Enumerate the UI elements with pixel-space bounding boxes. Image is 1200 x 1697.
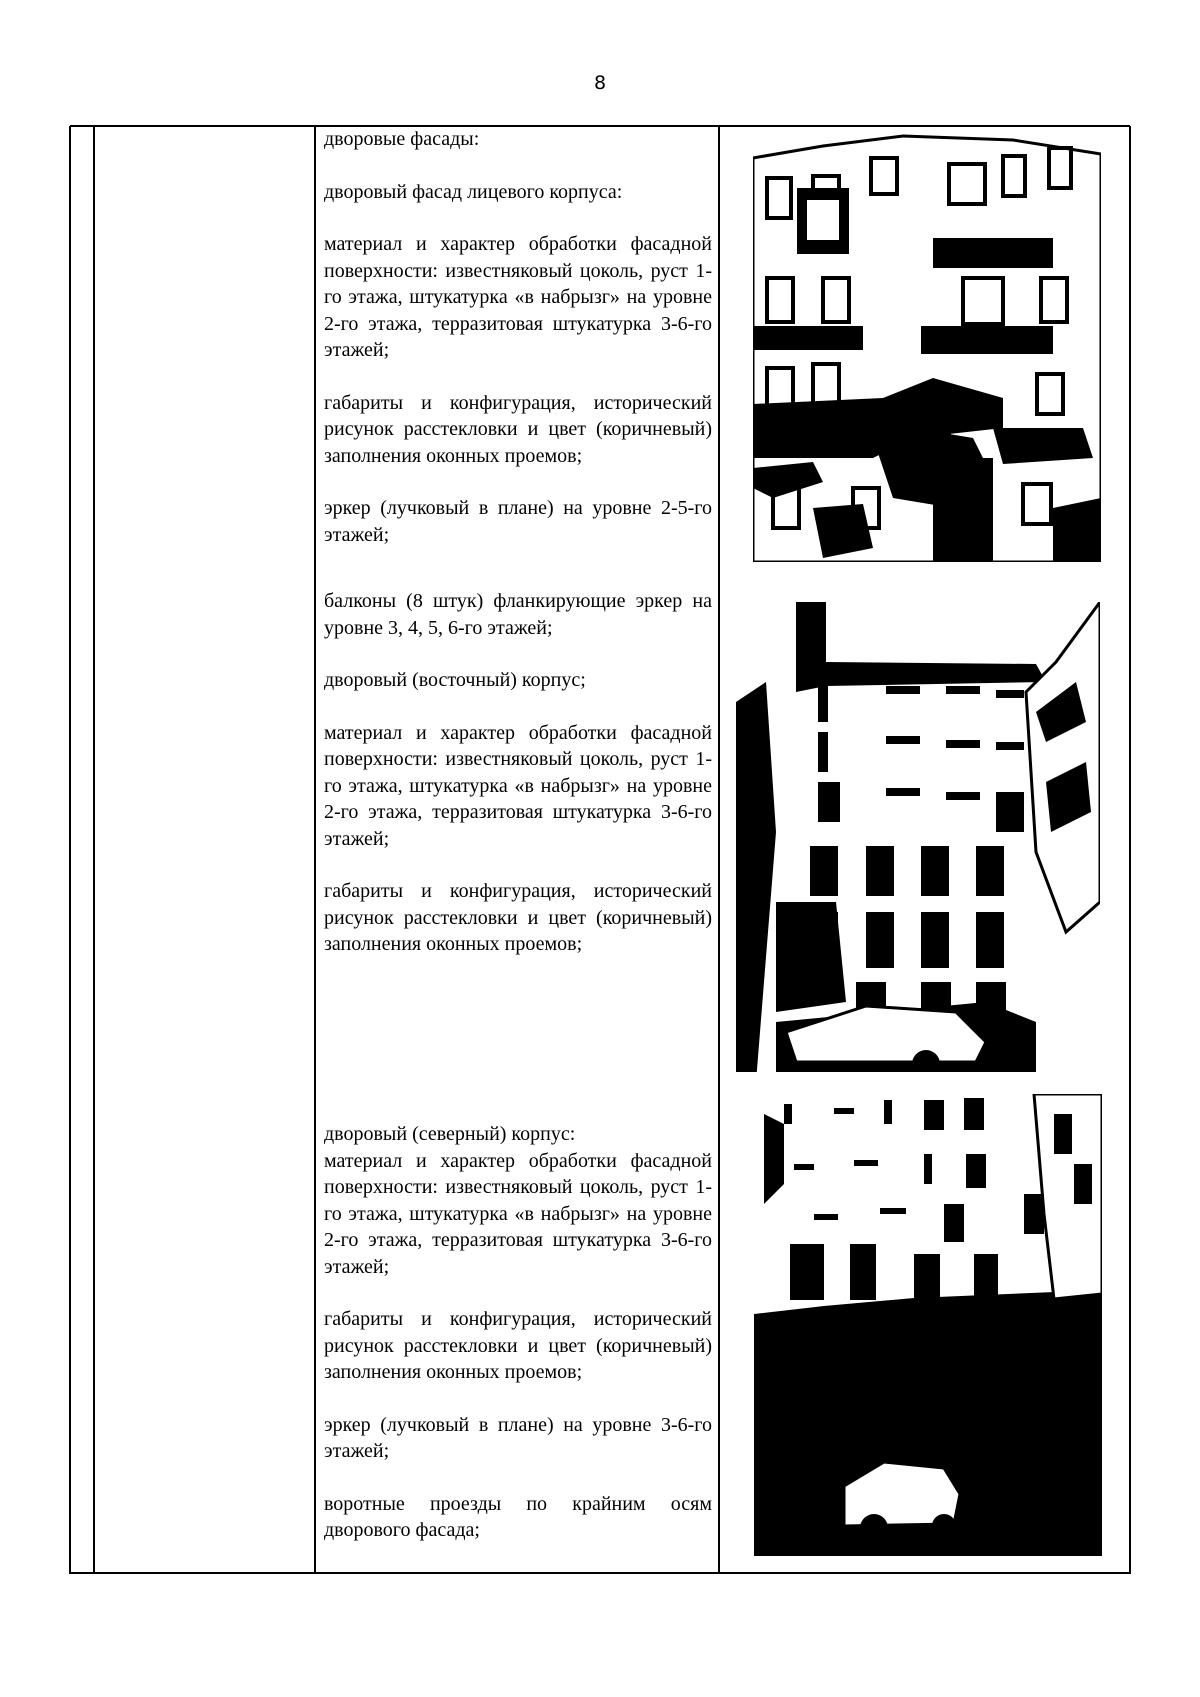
paragraph: воротные проезды по крайним осям дворового фасада;: [324, 1492, 712, 1541]
text-block-north-wing: [324, 1121, 712, 1544]
text-block-east-wing: [324, 588, 712, 958]
paragraph: балконы (8 штук) фланкирующие эркер на уровне 3, 4, 5, 6-го этажей;: [324, 590, 712, 639]
paragraph: дворовый (северный) корпус:: [324, 1123, 576, 1145]
paragraph: эркер (лучковый в плане) на уровне 3-6-го этажей;: [324, 1413, 712, 1462]
paragraph: габариты и конфигурация, исторический рисунок расстекловки и цвет (коричневый) заполнения оконных проемов;: [324, 1308, 712, 1383]
paragraph: дворовые фасады:: [324, 128, 480, 150]
paragraph: материал и характер обработки фасадной поверхности: известняковый цоколь, руст 1-го этажа, штукатурка «в набрызг» на уровне 2-го этажа, терразитовая штукатурка 3-6-го этажей;: [324, 233, 712, 361]
paragraph: дворовый (восточный) корпус;: [324, 669, 586, 691]
text-block-courtyard-facades: [324, 126, 712, 548]
paragraph: габариты и конфигурация, исторический рисунок расстекловки и цвет (коричневый) заполнения оконных проемов;: [324, 880, 712, 955]
photo-north-wing: [754, 1094, 1102, 1564]
table-border-left: [69, 126, 71, 1574]
paragraph: материал и характер обработки фасадной поверхности: известняковый цоколь, руст 1-го этажа, штукатурка «в набрызг» на уровне 2-го этажа, терразитовая штукатурка 3-6-го этажей;: [324, 721, 712, 850]
table-border-bottom: [70, 1572, 1130, 1574]
document-table: [70, 126, 1130, 1574]
column-divider-2: [314, 126, 316, 1574]
photo-east-wing: [736, 602, 1100, 1087]
paragraph: габариты и конфигурация, исторический рисунок расстекловки и цвет (коричневый) заполнения оконных проемов;: [324, 391, 712, 467]
paragraph: материал и характер обработки фасадной поверхности: известняковый цоколь, руст 1-го этажа, штукатурка «в набрызг» на уровне 2-го этажа, терразитовая штукатурка 3-6-го этажей;: [324, 1149, 712, 1278]
page-number: 8: [593, 72, 607, 94]
table-border-right: [1129, 126, 1131, 1574]
column-divider-1: [93, 126, 95, 1574]
column-divider-3: [718, 126, 720, 1574]
paragraph: дворовый фасад лицевого корпуса:: [324, 180, 623, 203]
photo-front-wing-courtyard-facade: [753, 128, 1101, 562]
paragraph: эркер (лучковый в плане) на уровне 2-5-го этажей;: [324, 497, 712, 546]
